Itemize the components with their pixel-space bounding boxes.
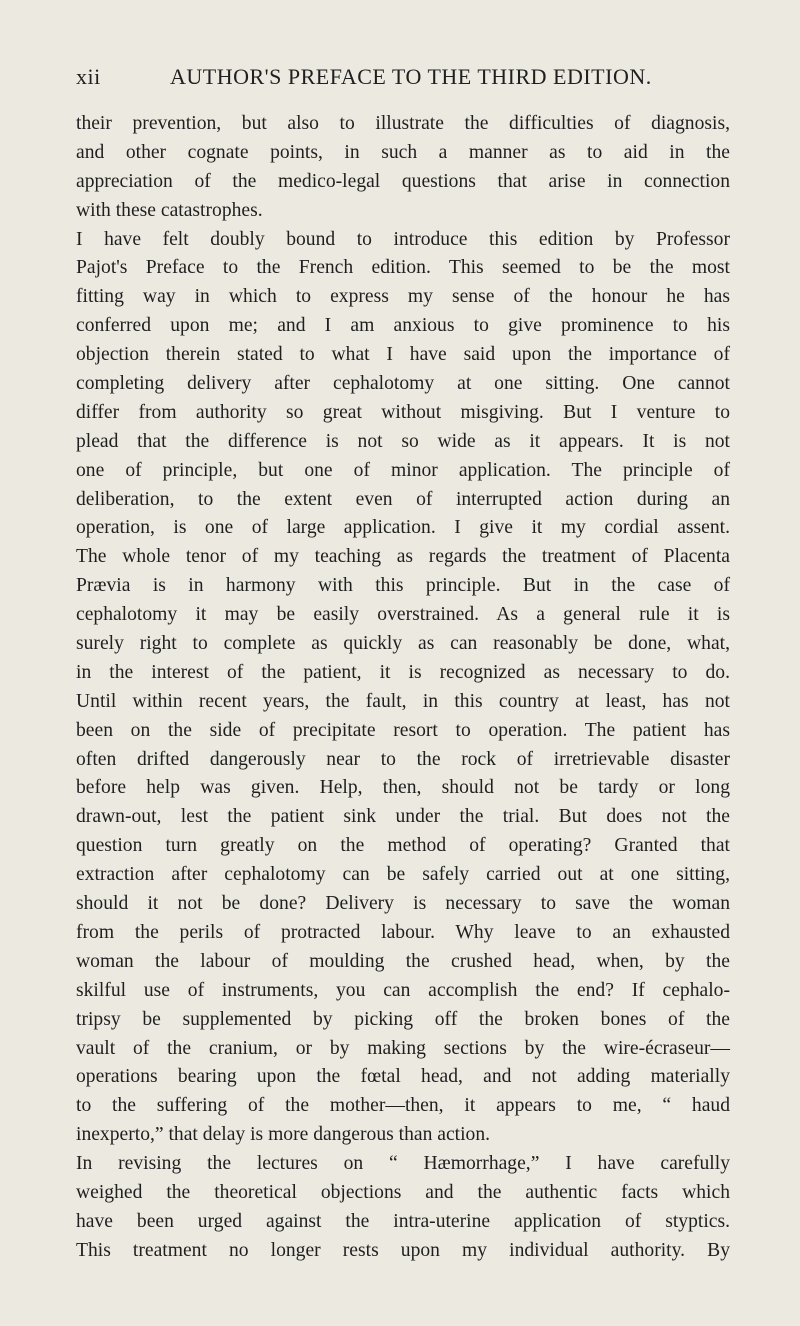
running-title: AUTHOR'S PREFACE TO THE THIRD EDITION. bbox=[170, 64, 652, 89]
text-line: in the interest of the patient, it is recognized as necessary to do. bbox=[76, 661, 730, 683]
text-line: operation, is one of large application. I give it my cordial assent. bbox=[76, 517, 730, 539]
text-line: been on the side of precipitate resort to operation. The patient has bbox=[76, 719, 730, 741]
text-line: one of principle, but one of minor application. The principle of bbox=[76, 459, 730, 481]
text-line: I have felt doubly bound to introduce this edition by Professor bbox=[76, 228, 730, 250]
text-line: operations bearing upon the fœtal head, and not adding materially bbox=[76, 1066, 730, 1088]
text-line: often drifted dangerously near to the rock of irretrievable disaster bbox=[76, 748, 730, 770]
text-line: before help was given. Help, then, should not be tardy or long bbox=[76, 777, 730, 799]
text-line: with these catastrophes. bbox=[76, 199, 263, 221]
text-line: plead that the difference is not so wide as it appears. It is not bbox=[76, 430, 730, 452]
text-line: their prevention, but also to illustrate the difficulties of diagnosis, bbox=[76, 113, 730, 134]
body-text bbox=[76, 110, 730, 1266]
text-line: drawn-out, lest the patient sink under the trial. But does not the bbox=[76, 806, 730, 828]
text-line: In revising the lectures on “ Hæmorrhage,” I have carefully bbox=[76, 1153, 730, 1175]
text-line: from the perils of protracted labour. Why leave to an exhausted bbox=[76, 921, 730, 943]
text-line: completing delivery after cephalotomy at one sitting. One cannot bbox=[76, 373, 730, 395]
page-number: xii bbox=[76, 64, 101, 89]
text-line: Prævia is in harmony with this principle. But in the case of bbox=[76, 575, 730, 597]
text-line: weighed the theoretical objections and the authentic facts which bbox=[76, 1181, 730, 1203]
text-line: conferred upon me; and I am anxious to give prominence to his bbox=[76, 315, 730, 337]
text-line: differ from authority so great without misgiving. But I venture to bbox=[76, 401, 730, 423]
text-line: appreciation of the medico-legal questions that arise in connection bbox=[76, 170, 730, 192]
text-line: objection therein stated to what I have said upon the importance of bbox=[76, 344, 730, 366]
text-line: inexperto,” that delay is more dangerous than action. bbox=[76, 1124, 491, 1146]
text-line: The whole tenor of my teaching as regards the treatment of Placenta bbox=[76, 546, 730, 568]
text-line: and other cognate points, in such a manner as to aid in the bbox=[76, 141, 730, 163]
running-header bbox=[76, 64, 730, 98]
text-line: Until within recent years, the fault, in this country at least, has not bbox=[76, 690, 730, 712]
text-line: surely right to complete as quickly as can reasonably be done, what, bbox=[76, 633, 730, 655]
text-line: should it not be done? Delivery is necessary to save the woman bbox=[76, 893, 730, 915]
text-line: skilful use of instruments, you can accomplish the end? If cephalo- bbox=[76, 979, 730, 1001]
text-line: deliberation, to the extent even of interrupted action during an bbox=[76, 488, 730, 510]
text-line: woman the labour of moulding the crushed head, when, by the bbox=[76, 950, 730, 972]
text-line: cephalotomy it may be easily overstrained. As a general rule it is bbox=[76, 604, 730, 626]
text-line: tripsy be supplemented by picking off the broken bones of the bbox=[76, 1008, 730, 1030]
text-line: have been urged against the intra-uterine application of styptics. bbox=[76, 1210, 730, 1232]
text-line: vault of the cranium, or by making sections by the wire-écraseur— bbox=[76, 1037, 730, 1059]
text-line: extraction after cephalotomy can be safely carried out at one sitting, bbox=[76, 864, 730, 886]
text-line: Pajot's Preface to the French edition. This seemed to be the most bbox=[76, 257, 730, 279]
text-line: This treatment no longer rests upon my individual authority. By bbox=[76, 1239, 730, 1261]
text-line: to the suffering of the mother—then, it appears to me, “ haud bbox=[76, 1095, 730, 1117]
text-line: question turn greatly on the method of operating? Granted that bbox=[76, 835, 730, 857]
text-line: fitting way in which to express my sense of the honour he has bbox=[76, 286, 730, 308]
